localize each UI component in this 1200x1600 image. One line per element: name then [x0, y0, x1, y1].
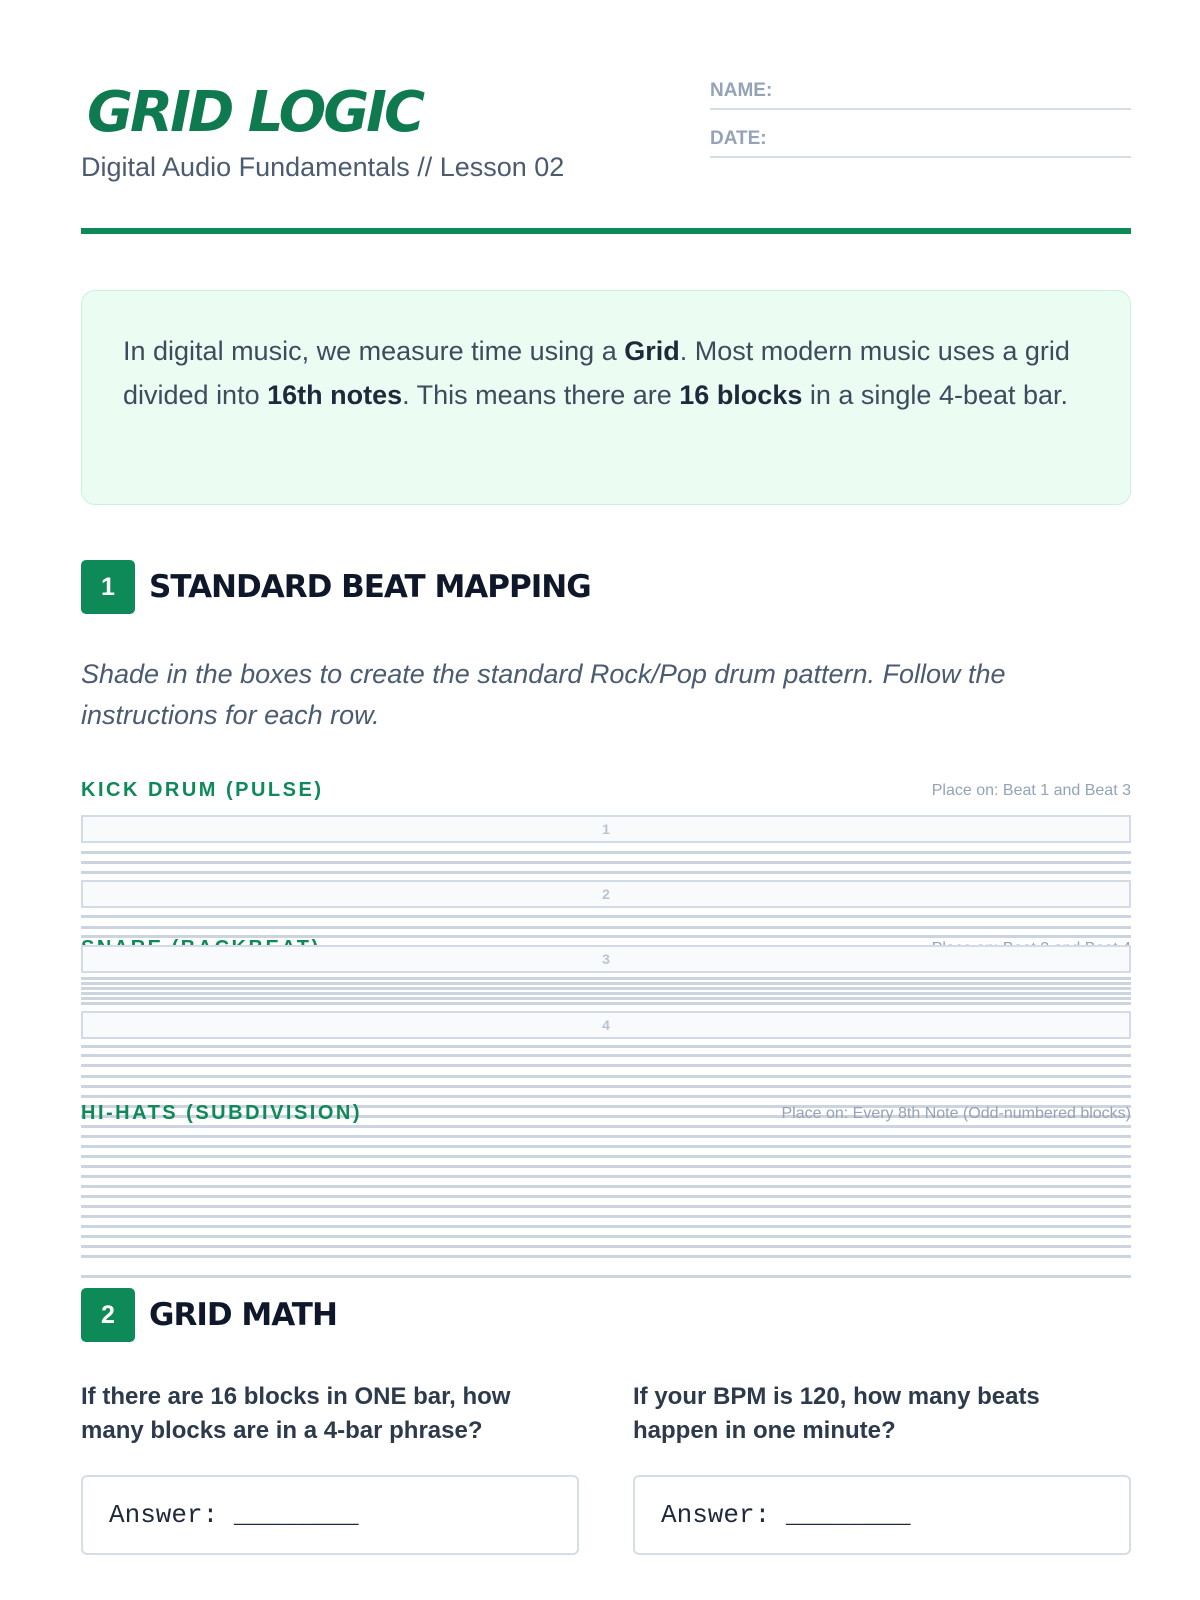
beat-grid-cell[interactable] [81, 880, 1131, 908]
hihat-row-label: HI-HATS (SUBDIVISION) [81, 1102, 363, 1124]
section-2-heading [81, 1288, 1131, 1342]
beat-number: 3 [602, 951, 610, 967]
beat-grid-cell[interactable] [81, 1011, 1131, 1039]
date-label: DATE: [710, 128, 767, 149]
beat-number: 2 [602, 886, 610, 902]
hihat-row-hint: Place on: Every 8th Note (Odd-numbered blocks) [781, 1105, 1131, 1122]
intro-bold-grid: Grid [624, 336, 680, 366]
question-beats-per-minute: If your BPM is 120, how many beats happen in one minute? [633, 1383, 1040, 1444]
question-blocks-in-phrase: If there are 16 blocks in ONE bar, how many blocks are in a 4-bar phrase? [81, 1383, 511, 1444]
beat-grid-cell[interactable] [81, 815, 1131, 843]
intro-bold-blocks: 16 blocks [679, 380, 803, 410]
name-label: NAME: [710, 80, 773, 101]
answer-field[interactable]: Answer: ________ [81, 1475, 579, 1555]
section-title: STANDARD BEAT MAPPING [149, 569, 591, 605]
intro-text: . This means there are [402, 380, 680, 410]
answer-field[interactable]: Answer: ________ [633, 1475, 1131, 1555]
date-field[interactable] [710, 128, 1131, 158]
beat-number: 1 [602, 821, 610, 837]
intro-bold-16th: 16th notes [267, 380, 403, 410]
name-field[interactable] [710, 80, 1131, 110]
worksheet-title: GRID LOGIC [87, 80, 423, 145]
header-divider [81, 228, 1131, 234]
worksheet-subtitle: Digital Audio Fundamentals // Lesson 02 [81, 152, 565, 182]
beat-grid-cell[interactable] [81, 945, 1131, 973]
section-1-heading [81, 560, 1131, 614]
section-1-instructions: Shade in the boxes to create the standard Rock/Pop drum pattern. Follow the instructions for each row. [81, 659, 1006, 730]
intro-text: In digital music, we measure time using a [123, 336, 625, 366]
section-number-badge: 1 [81, 560, 135, 614]
beat-number: 4 [602, 1017, 610, 1033]
kick-row-hint: Place on: Beat 1 and Beat 3 [931, 782, 1131, 799]
intro-text: in a single 4-beat bar. [802, 380, 1069, 410]
section-number-badge: 2 [81, 1288, 135, 1342]
worksheet-header [81, 0, 1131, 236]
intro-callout [81, 290, 1131, 505]
intro-text: . Most modern music uses a grid divided into [123, 336, 1070, 410]
kick-row-label: KICK DRUM (PULSE) [81, 779, 324, 801]
section-title: GRID MATH [149, 1297, 337, 1333]
